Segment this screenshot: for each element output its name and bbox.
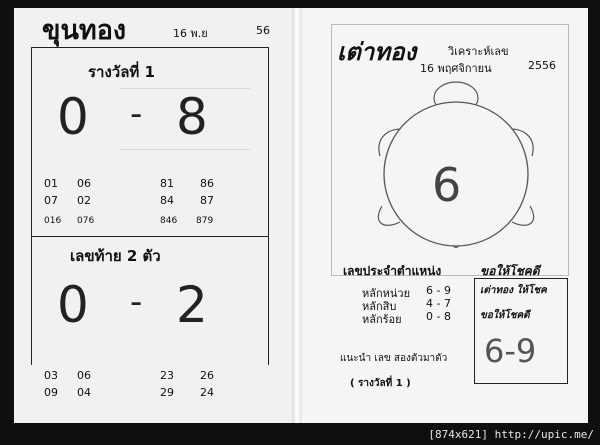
prize1-num: 86 bbox=[200, 177, 214, 190]
last2-num: 26 bbox=[200, 369, 214, 382]
left-date: 16 พ.ย bbox=[173, 27, 208, 40]
prize1-num: 02 bbox=[77, 194, 91, 207]
right-title: เต่าทอง bbox=[337, 38, 417, 66]
last2-num: 09 bbox=[44, 386, 58, 399]
page-fold bbox=[292, 8, 302, 423]
left-title: ขุนทอง bbox=[42, 15, 127, 46]
right-year: 2556 bbox=[528, 59, 556, 72]
last2-num: 23 bbox=[160, 369, 174, 382]
prize1-num: 84 bbox=[160, 194, 174, 207]
image-host-footer: [874x621] http://upic.me/ bbox=[428, 428, 594, 441]
prize1-digit-a: 0 bbox=[57, 88, 89, 146]
luck-heading: ขอให้โชคดี bbox=[480, 264, 540, 278]
position-label: หลักหน่วย bbox=[362, 287, 411, 300]
prize1-dash: - bbox=[130, 94, 143, 134]
position-heading: เลขประจำตำแหน่ง bbox=[343, 264, 442, 278]
last2-digit-a: 0 bbox=[57, 276, 89, 334]
recommend-note: แนะนำ เลข สองตัวมาตัว bbox=[340, 353, 448, 364]
position-value: 6 - 9 bbox=[426, 284, 451, 297]
right-subtitle: วิเคราะห์เลข bbox=[448, 45, 509, 58]
luck-box-line2: ขอให้โชคดี bbox=[480, 310, 530, 321]
prize-note: ( รางวัลที่ 1 ) bbox=[350, 378, 411, 389]
prize1-num: 06 bbox=[77, 177, 91, 190]
position-label: หลักสิบ bbox=[362, 300, 397, 313]
position-value: 0 - 8 bbox=[426, 310, 451, 323]
last2-num: 29 bbox=[160, 386, 174, 399]
last2-num: 24 bbox=[200, 386, 214, 399]
position-value: 4 - 7 bbox=[426, 297, 451, 310]
last2-heading: เลขท้าย 2 ตัว bbox=[70, 247, 161, 265]
right-date: 16 พฤศจิกายน bbox=[420, 62, 492, 75]
prize1-num: 879 bbox=[196, 216, 214, 226]
last2-digit-b: 2 bbox=[176, 276, 208, 334]
prize1-num: 81 bbox=[160, 177, 174, 190]
luck-box-line1: เต่าทอง ให้โชค bbox=[480, 285, 547, 296]
turtle-number: 6 bbox=[432, 158, 462, 212]
prize1-num: 07 bbox=[44, 194, 58, 207]
prize1-num: 01 bbox=[44, 177, 58, 190]
luck-number: 6-9 bbox=[484, 332, 537, 370]
prize1-digit-b: 8 bbox=[176, 88, 208, 146]
prize1-num: 076 bbox=[77, 216, 95, 226]
prize1-num: 846 bbox=[160, 216, 178, 226]
last2-num: 03 bbox=[44, 369, 58, 382]
position-label: หลักร้อย bbox=[362, 313, 402, 326]
left-year: 56 bbox=[256, 24, 270, 37]
prize1-heading: รางวัลที่ 1 bbox=[88, 63, 155, 81]
last2-num: 04 bbox=[77, 386, 91, 399]
prize1-num: 016 bbox=[44, 216, 62, 226]
prize1-num: 87 bbox=[200, 194, 214, 207]
last2-num: 06 bbox=[77, 369, 91, 382]
last2-dash: - bbox=[130, 282, 143, 322]
